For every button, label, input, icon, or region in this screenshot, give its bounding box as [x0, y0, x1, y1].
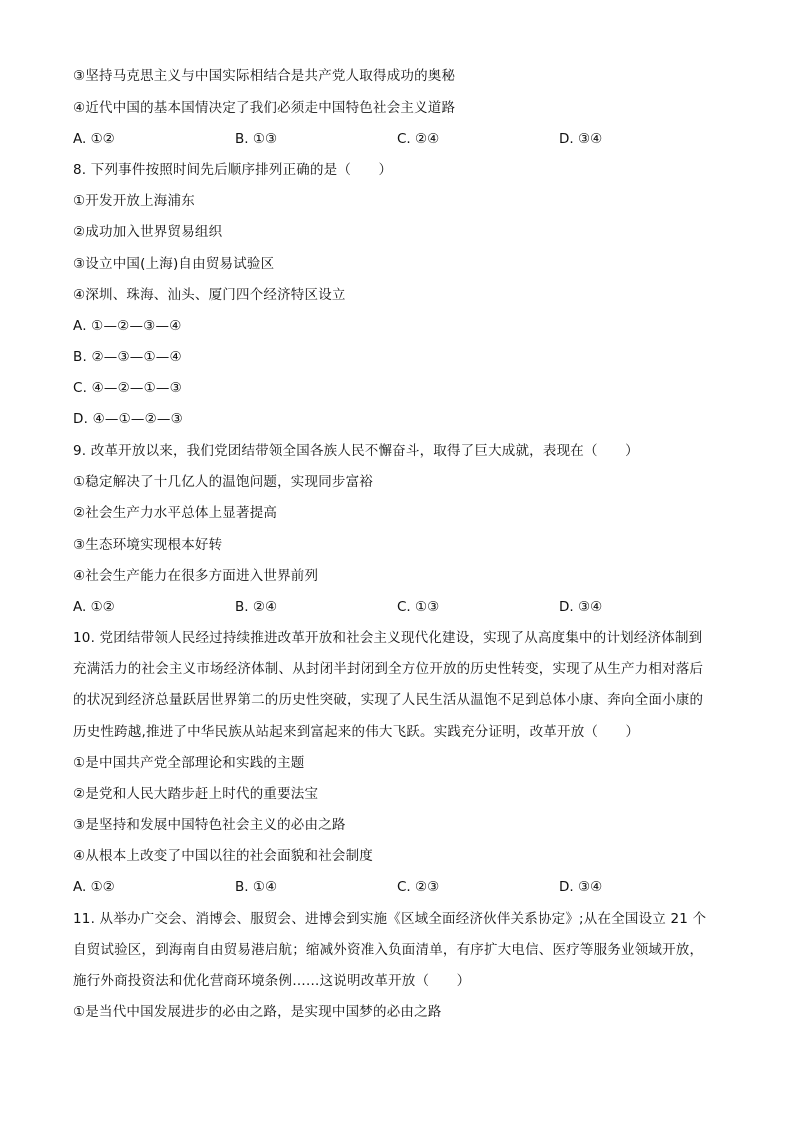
q10-item-2: ②是党和人民大踏步赶上时代的重要法宝 — [73, 786, 319, 802]
q9-item-4: ④社会生产能力在很多方面进入世界前列 — [73, 568, 319, 584]
q9-item-3: ③生态环境实现根本好转 — [73, 537, 223, 553]
q8-item-4: ④深圳、珠海、汕头、厦门四个经济特区设立 — [73, 287, 346, 303]
q7-option-d[interactable]: D. ③④ — [559, 131, 603, 147]
q10-options — [73, 877, 723, 897]
q8-item-3: ③设立中国(上海)自由贸易试验区 — [73, 256, 275, 272]
q8-item-1: ①开发开放上海浦东 — [73, 193, 195, 209]
q9-option-b[interactable]: B. ②④ — [235, 599, 278, 615]
q10-item-1: ①是中国共产党全部理论和实践的主题 — [73, 755, 305, 771]
q10-option-d[interactable]: D. ③④ — [559, 879, 603, 895]
q7-options — [73, 129, 723, 149]
q7-item-4: ④近代中国的基本国情决定了我们必须走中国特色社会主义道路 — [73, 100, 456, 116]
q7-option-b[interactable]: B. ①③ — [235, 131, 278, 147]
q9-option-a[interactable]: A. ①② — [73, 599, 115, 615]
q10-item-3: ③是坚持和发展中国特色社会主义的必由之路 — [73, 817, 346, 833]
q11-stem-line-2: 自贸试验区，到海南自由贸易港启航；缩减外资准入负面清单，有序扩大电信、医疗等服务业领域开放， — [73, 942, 704, 958]
q9-options — [73, 597, 723, 617]
q11-item-1: ①是当代中国发展进步的必由之路，是实现中国梦的必由之路 — [73, 1004, 442, 1020]
q10-stem-line-4: 历史性跨越,推进了中华民族从站起来到富起来的伟大飞跃。实践充分证明，改革开放（ ） — [73, 724, 640, 740]
q9-item-1: ①稳定解决了十几亿人的温饱问题，实现同步富裕 — [73, 474, 374, 490]
q8-option-c[interactable]: C. ④—②—①—③ — [73, 380, 182, 396]
q10-item-4: ④从根本上改变了中国以往的社会面貌和社会制度 — [73, 848, 374, 864]
q8-item-2: ②成功加入世界贸易组织 — [73, 224, 223, 240]
q10-option-b[interactable]: B. ①④ — [235, 879, 278, 895]
q7-item-3: ③坚持马克思主义与中国实际相结合是共产党人取得成功的奥秘 — [73, 68, 456, 84]
q9-option-c[interactable]: C. ①③ — [397, 599, 440, 615]
q10-stem-line-3: 的状况到经济总量跃居世界第二的历史性突破，实现了人民生活从温饱不足到总体小康、奔向全面小康的 — [73, 692, 704, 708]
q9-item-2: ②社会生产力水平总体上显著提高 — [73, 505, 278, 521]
q8-option-d[interactable]: D. ④—①—②—③ — [73, 411, 183, 427]
q8-option-b[interactable]: B. ②—③—①—④ — [73, 349, 182, 365]
q11-stem-line-1: 11. 从举办广交会、消博会、服贸会、进博会到实施《区域全面经济伙伴关系协定》;从在全国设立 21 个 — [73, 911, 707, 927]
q10-stem-line-1: 10. 党团结带领人民经过持续推进改革开放和社会主义现代化建设，实现了从高度集中的计划经济体制到 — [73, 630, 703, 646]
q11-stem-line-3: 施行外商投资法和优化营商环境条例……这说明改革开放（ ） — [73, 973, 471, 989]
q10-option-c[interactable]: C. ②③ — [397, 879, 440, 895]
q8-option-a[interactable]: A. ①—②—③—④ — [73, 318, 182, 334]
q9-stem: 9. 改革开放以来，我们党团结带领全国各族人民不懈奋斗，取得了巨大成就，表现在（ ） — [73, 443, 639, 459]
q10-option-a[interactable]: A. ①② — [73, 879, 115, 895]
q7-option-c[interactable]: C. ②④ — [397, 131, 440, 147]
q8-stem: 8. 下列事件按照时间先后顺序排列正确的是（ ） — [73, 162, 393, 178]
q10-stem-line-2: 充满活力的社会主义市场经济体制、从封闭半封闭到全方位开放的历史性转变，实现了从生产力相对落后 — [73, 661, 704, 677]
q7-option-a[interactable]: A. ①② — [73, 131, 115, 147]
q9-option-d[interactable]: D. ③④ — [559, 599, 603, 615]
